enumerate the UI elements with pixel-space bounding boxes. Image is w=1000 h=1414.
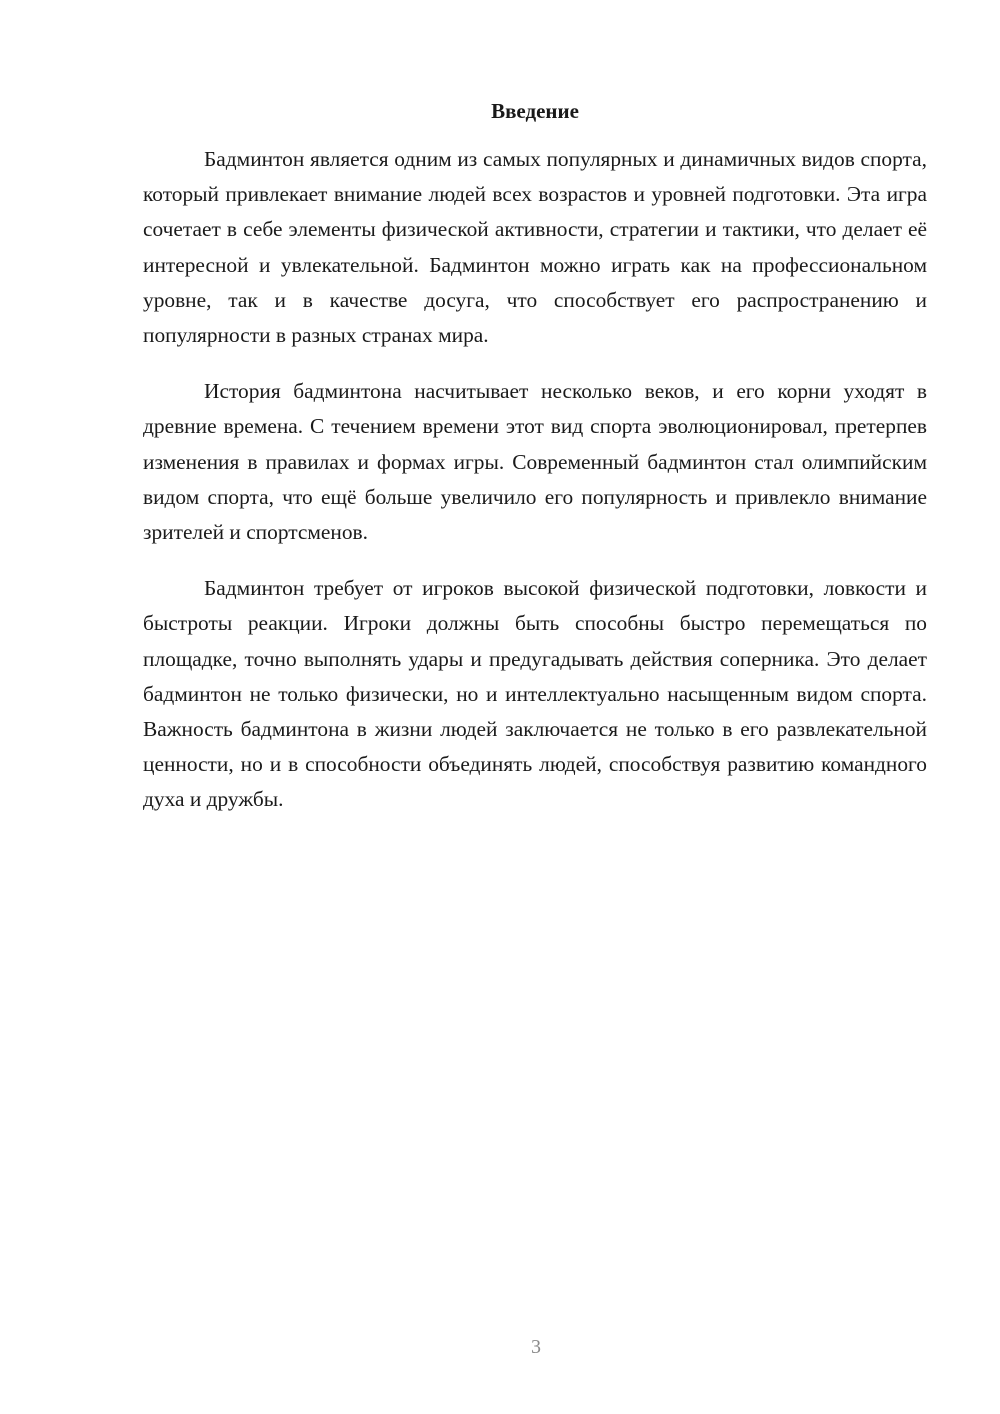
body-text [143, 142, 927, 839]
paragraph-history: История бадминтона насчитывает несколько веков, и его корни уходят в древние времена. С течением времени этот вид спорта эволюционировал, претерпев изменения в правилах и формах игры. Современный бадминтон стал олимпийским видом спорта, что ещё больше увеличило его популярность и привлекло внимание зрителей и спортсменов. [143, 379, 927, 545]
page-number: 3 [531, 1336, 541, 1358]
paragraph-requirements: Бадминтон требует от игроков высокой физической подготовки, ловкости и быстроты реакции. Игроки должны быть способны быстро перемещаться по площадке, точно выполнять удары и предугадывать действия соперника. Это делает бадминтон не только физически, но и интеллектуально насыщенным видом спорта. Важность бадминтона в жизни людей заключается не только в его развлекательной ценности, но и в способности объединять людей, способствуя развитию командного духа и дружбы. [143, 576, 927, 812]
paragraph-intro: Бадминтон является одним из самых популярных и динамичных видов спорта, который привлекает внимание людей всех возрастов и уровней подготовки. Эта игра сочетает в себе элементы физической активности, стратегии и тактики, что делает её интересной и увлекательной. Бадминтон можно играть как на профессиональном уровне, так и в качестве досуга, что способствует его распространению и популярности в разных странах мира. [143, 147, 927, 348]
section-heading: Введение [491, 99, 579, 123]
